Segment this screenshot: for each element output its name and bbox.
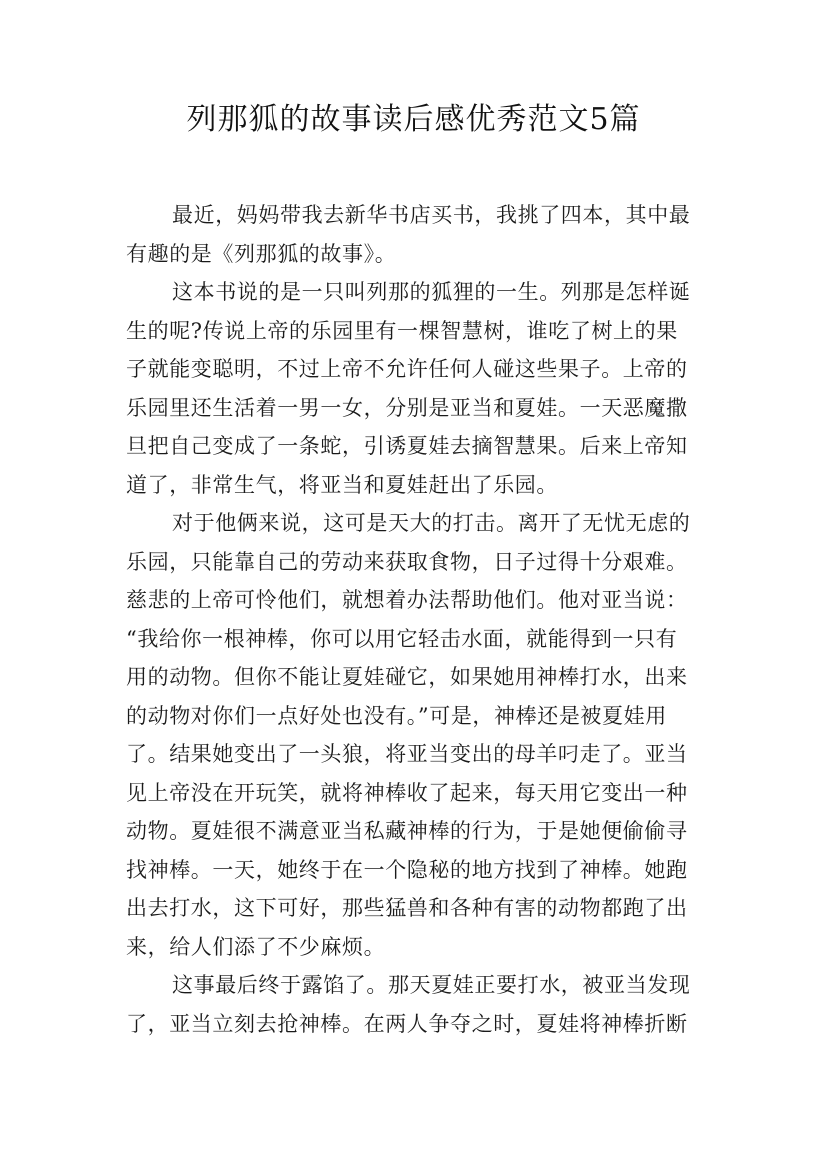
text-line: 对于他俩来说，这可是天大的打击。离开了无忧无虑的 <box>172 511 691 535</box>
text-line: 子就能变聪明，不过上帝不允许任何人碰这些果子。上帝的 <box>126 357 688 381</box>
text-line: 有趣的是《列那狐的故事》。 <box>126 241 397 266</box>
text-line: 的动物对你们一点好处也没有。”可是，神棒还是被夏娃用 <box>126 703 667 728</box>
text-line: “我给你一根神棒，你可以用它轻击水面，就能得到一只有 <box>126 626 678 651</box>
text-line: 这本书说的是一只叫列那的狐狸的一生。列那是怎样诞 <box>172 280 691 304</box>
page-title: 列那狐的故事读后感优秀范文5篇 <box>186 102 641 137</box>
text-line: 乐园里还生活着一男一女，分别是亚当和夏娃。一天恶魔撒 <box>126 395 688 420</box>
document-body <box>126 196 704 1043</box>
text-line: 这事最后终于露馅了。那天夏娃正要打水，被亚当发现 <box>172 973 691 997</box>
text-line: 动物。夏娃很不满意亚当私藏神棒的行为，于是她便偷偷寻 <box>126 819 688 843</box>
text-line: 乐园，只能靠自己的劳动来获取食物，日子过得十分艰难。 <box>126 549 688 574</box>
text-line: 了。结果她变出了一头狼，将亚当变出的母羊叼走了。亚当 <box>126 742 688 766</box>
text-line: 最近，妈妈带我去新华书店买书，我挑了四本，其中最 <box>172 203 691 227</box>
text-line: 道了，非常生气，将亚当和夏娃赶出了乐园。 <box>126 472 558 497</box>
text-line: 见上帝没在开玩笑，就将神棒收了起来，每天用它变出一种 <box>126 780 688 805</box>
text-line: 来，给人们添了不少麻烦。 <box>126 934 386 959</box>
text-line: 慈悲的上帝可怜他们，就想着办法帮助他们。他对亚当说： <box>126 588 688 612</box>
text-line: 找神棒。一天，她终于在一个隐秘的地方找到了神棒。她跑 <box>126 857 688 882</box>
text-line: 用的动物。但你不能让夏娃碰它，如果她用神棒打水，出来 <box>126 665 688 689</box>
text-line: 出去打水，这下可好，那些猛兽和各种有害的动物都跑了出 <box>126 896 688 920</box>
text-line: 了，亚当立刻去抢神棒。在两人争夺之时，夏娃将神棒折断 <box>126 1011 688 1036</box>
text-line: 旦把自己变成了一条蛇，引诱夏娃去摘智慧果。后来上帝知 <box>126 434 688 458</box>
text-line: 生的呢?传说上帝的乐园里有一棵智慧树，谁吃了树上的果 <box>126 318 678 343</box>
